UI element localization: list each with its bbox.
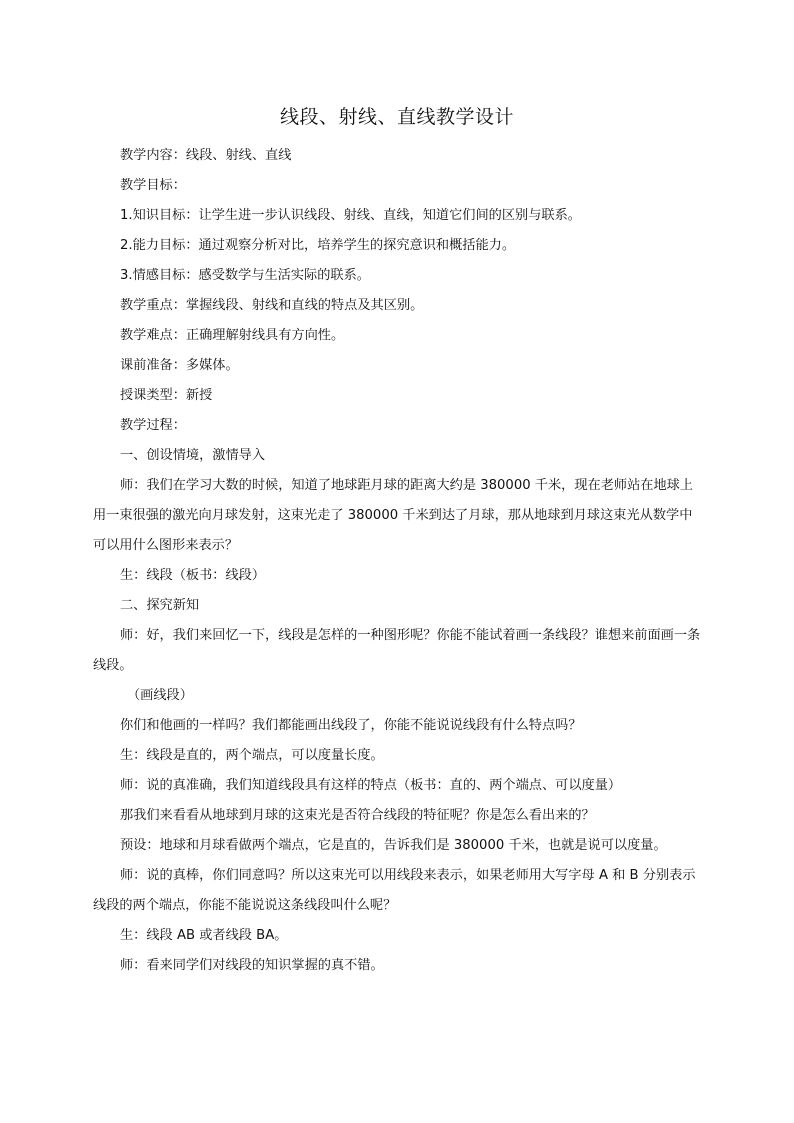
paragraph-compare-drawing: 你们和他画的一样吗？我们都能画出线段了，你能不能说说线段有什么特点吗？ [120,718,582,733]
paragraph-draw-line: （画线段） [127,688,193,703]
paragraph-teaching-content: 教学内容：线段、射线、直线 [120,148,292,163]
paragraph-teaching-goals-heading: 教学目标： [120,178,186,193]
paragraph-teacher-summary: 师：看来同学们对线段的知识掌握的真不错。 [120,958,384,973]
section-heading-explore: 二、探究新知 [120,598,200,613]
paragraph-teacher-praise: 师：说的真准确，我们知道线段具有这样的特点（板书：直的、两个端点、可以度量） [120,778,622,793]
paragraph-teacher-question: 师：好，我们来回忆一下，线段是怎样的一种图形呢？你能不能试着画一条线段？谁想来前面画一条线段。 [93,628,701,673]
document-title: 线段、射线、直线教学设计 [279,106,514,128]
paragraph-process-heading: 教学过程： [120,418,186,433]
paragraph-difficult-points: 教学难点：正确理解射线具有方向性。 [120,328,345,343]
paragraph-ability-goal: 2.能力目标：通过观察分析对比，培养学生的探究意识和概括能力。 [120,238,516,253]
paragraph-lesson-type: 授课类型：新授 [120,388,213,403]
paragraph-emotion-goal: 3.情感目标：感受数学与生活实际的联系。 [120,268,370,283]
paragraph-key-points: 教学重点：掌握线段、射线和直线的特点及其区别。 [120,298,424,313]
paragraph-teacher-naming: 师：说的真棒，你们同意吗？所以这束光可以用线段来表示，如果老师用大写字母 A 和 B 分别表示线段的两个端点，你能不能说说这条线段叫什么呢？ [93,868,696,913]
paragraph-check-features: 那我们来看看从地球到月球的这束光是否符合线段的特征呢？你是怎么看出来的？ [120,808,595,823]
paragraph-knowledge-goal: 1.知识目标：让学生进一步认识线段、射线、直线，知道它们间的区别与联系。 [120,208,581,223]
section-heading-intro: 一、创设情境，激情导入 [120,448,266,463]
paragraph-student-features: 生：线段是直的，两个端点，可以度量长度。 [120,748,384,763]
paragraph-expected-answer: 预设：地球和月球看做两个端点，它是直的，告诉我们是 380000 千米，也就是说可以度量。 [120,838,667,853]
document-body [93,141,705,981]
paragraph-preparation: 课前准备：多媒体。 [120,358,239,373]
paragraph-student-answer: 生：线段（板书：线段） [120,568,266,583]
paragraph-student-naming: 生：线段 AB 或者线段 BA。 [120,928,288,943]
paragraph-teacher-intro: 师：我们在学习大数的时候，知道了地球距月球的距离大约是 380000 千米，现在老师站在地球上用一束很强的激光向月球发射，这束光走了 380000 千米到达了月球，那从地球到月球这束光从数学中可以用什么图形来表示？ [93,478,694,553]
